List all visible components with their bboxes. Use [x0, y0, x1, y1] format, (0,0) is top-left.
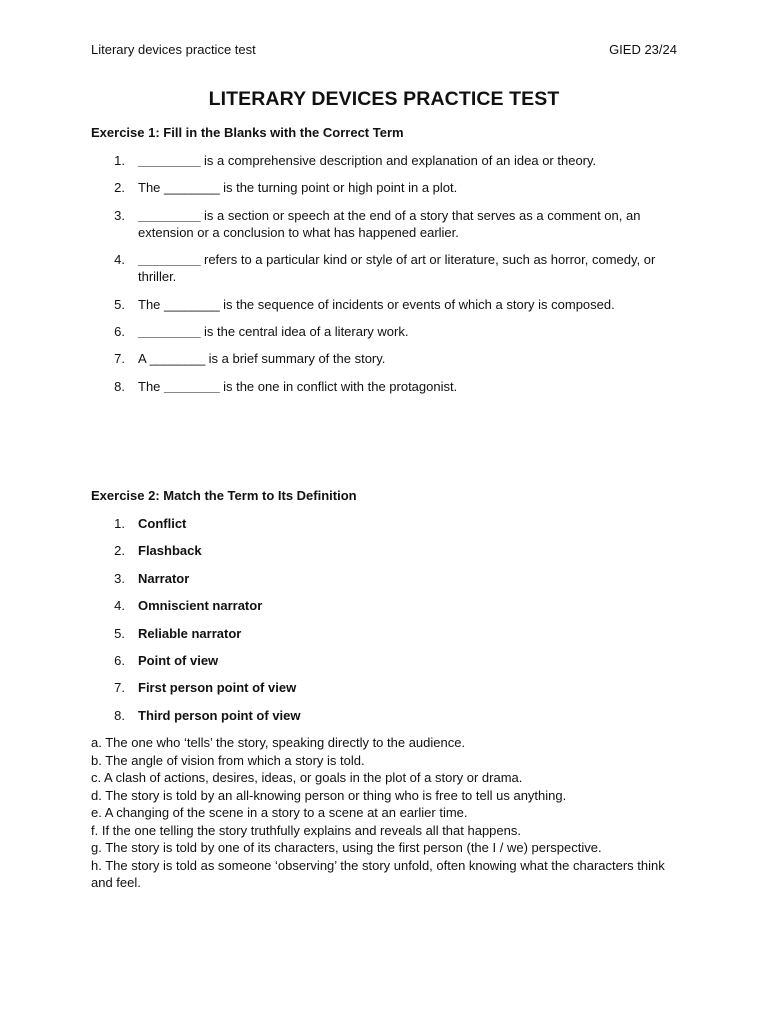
blank: ________: [164, 378, 220, 394]
definition-item: b. The angle of vision from which a story is told.: [91, 752, 365, 768]
list-item: 5. The ________ is the sequence of incidents or events of which a story is composed.: [114, 296, 615, 312]
list-item: 2. The ________ is the turning point or high point in a plot.: [114, 180, 458, 196]
exercise2-title: Exercise 2: Match the Term to Its Definition: [91, 488, 357, 503]
term: Point of view: [138, 652, 219, 668]
list-item: 3. _________ is a section or speech at the end of a story that serves as a comment on, an extension or a conclusion to what has happened earlier.: [114, 207, 641, 240]
blank: _________: [138, 323, 201, 339]
definition-item: c. A clash of actions, desires, ideas, or goals in the plot of a story or drama.: [91, 770, 523, 785]
list-item: 8. Third person point of view: [114, 707, 301, 723]
definition-item: g. The story is told by one of its characters, using the first person (the I / we) perspective.: [91, 840, 602, 855]
blank: ________: [149, 351, 206, 367]
definition-item: f. If the one telling the story truthfully explains and reveals all that happens.: [91, 822, 521, 838]
list-item: 1. _________ is a comprehensive description and explanation of an idea or theory.: [114, 153, 597, 168]
term: Reliable narrator: [138, 625, 242, 641]
definition-item: e. A changing of the scene in a story to a scene at an earlier time.: [91, 805, 468, 820]
blank: _________: [138, 207, 201, 223]
definitions-list: [91, 734, 677, 892]
header-right-text: GIED 23/24: [609, 42, 677, 57]
blank: ________: [164, 180, 220, 196]
definition-item: h. The story is told as someone ‘observing’ the story unfold, often knowing what the characters think and feel.: [91, 857, 665, 890]
term: First person point of view: [138, 680, 297, 696]
list-item: 5. Reliable narrator: [114, 625, 242, 641]
list-item: 4. Omniscient narrator: [114, 598, 263, 614]
exercise1-list: [91, 152, 677, 405]
exercise1-title: Exercise 1: Fill in the Blanks with the Correct Term: [91, 125, 404, 140]
term: Third person point of view: [138, 707, 301, 723]
list-item: 2. Flashback: [114, 543, 202, 559]
list-item: 8. The ________ is the one in conflict with the protagonist.: [114, 378, 458, 394]
term: Narrator: [138, 570, 190, 586]
page-header: [91, 42, 677, 57]
list-item: 4. _________ refers to a particular kind or style of art or literature, such as horror, comedy, or thriller.: [114, 252, 656, 285]
list-item: 3. Narrator: [114, 570, 190, 586]
blank: _________: [138, 252, 201, 268]
list-item: 1. Conflict: [114, 516, 187, 531]
definition-item: a. The one who ‘tells’ the story, speaking directly to the audience.: [91, 735, 466, 750]
list-item: 7. A ________ is a brief summary of the story.: [114, 351, 386, 367]
header-left-text: Literary devices practice test: [91, 42, 256, 57]
term: Omniscient narrator: [138, 598, 263, 614]
exercise2-term-list: [91, 515, 677, 734]
term: Conflict: [138, 516, 187, 531]
page-title: LITERARY DEVICES PRACTICE TEST: [208, 88, 560, 110]
list-item: 6. Point of view: [114, 652, 219, 668]
blank: _________: [138, 153, 201, 168]
definition-item: d. The story is told by an all-knowing person or thing who is free to tell us anything.: [91, 787, 567, 803]
blank: ________: [164, 296, 220, 312]
list-item: 7. First person point of view: [114, 680, 297, 696]
term: Flashback: [138, 543, 202, 559]
list-item: 6. _________ is the central idea of a literary work.: [114, 323, 409, 339]
